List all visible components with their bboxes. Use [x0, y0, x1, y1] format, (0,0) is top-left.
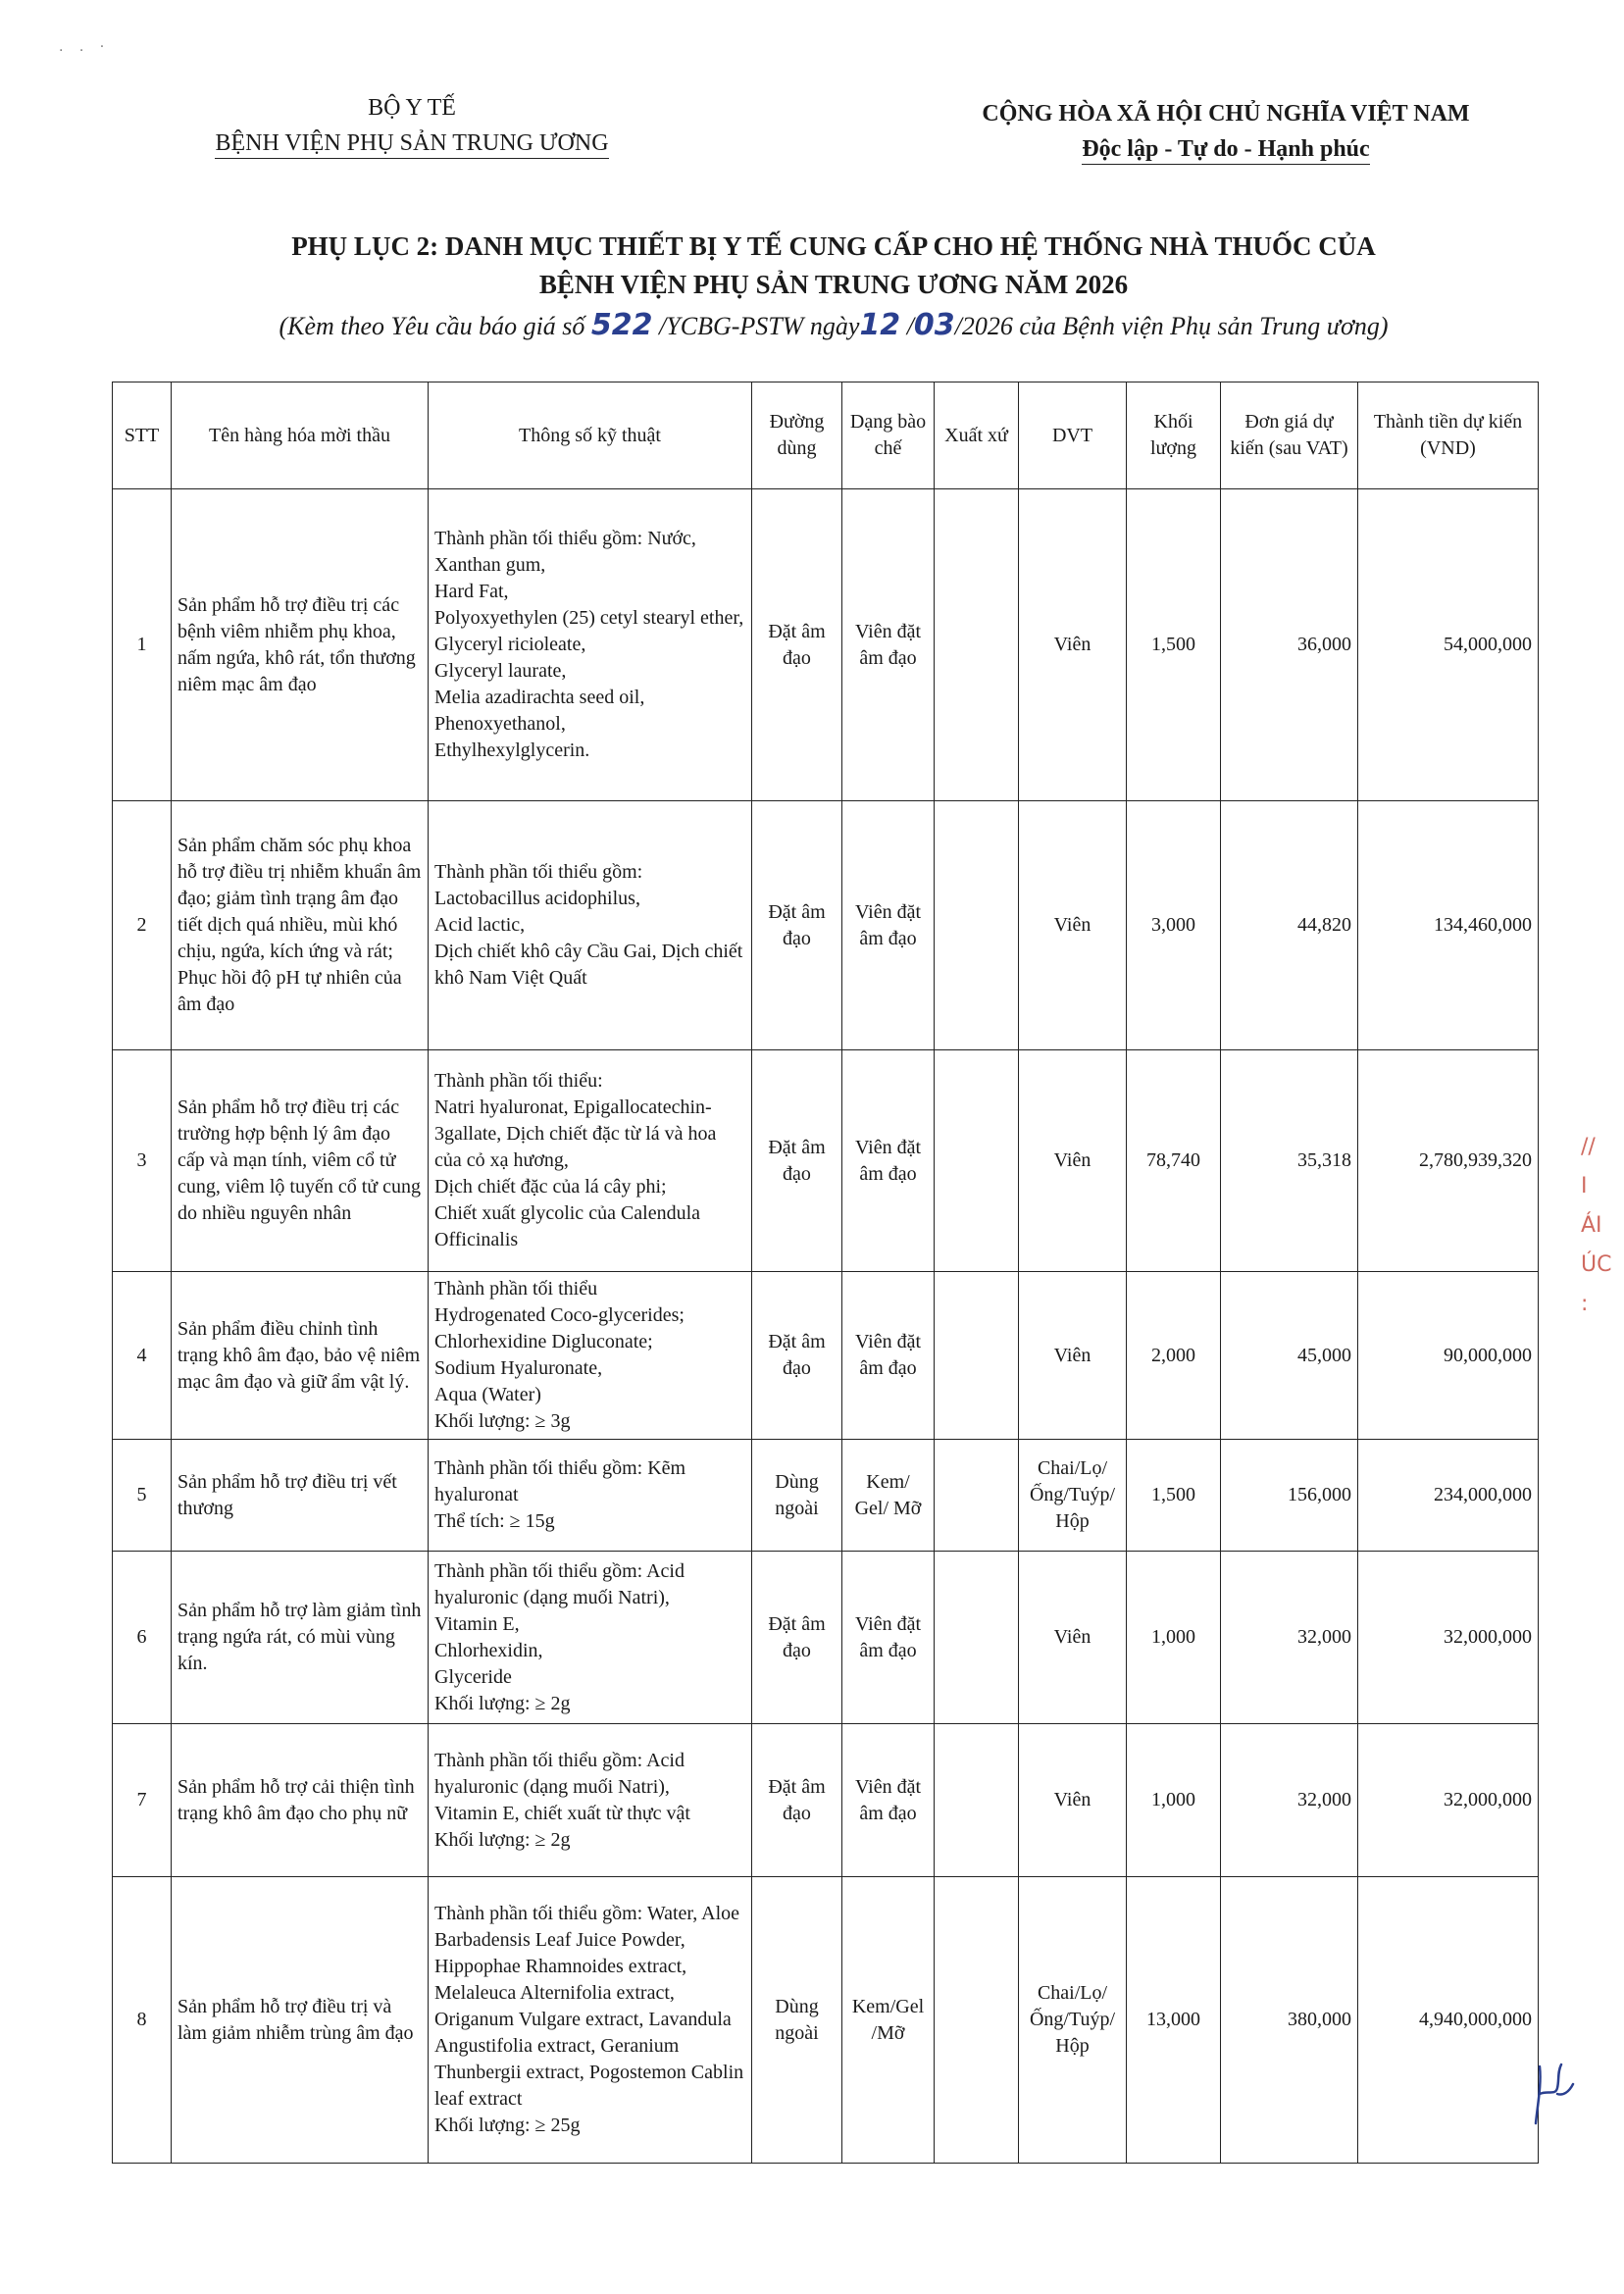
- col-origin: Xuất xứ: [935, 382, 1019, 489]
- row-qty: 78,740: [1127, 1050, 1221, 1272]
- row-price: 35,318: [1221, 1050, 1358, 1272]
- row-qty: 1,500: [1127, 489, 1221, 801]
- row-total: 90,000,000: [1358, 1272, 1539, 1440]
- col-price: Đơn giá dự kiến (sau VAT): [1221, 382, 1358, 489]
- table-body: [113, 489, 1539, 2164]
- spec-line: Khối lượng: ≥ 25g: [434, 2115, 581, 2136]
- row-route: Đặt âm đạo: [752, 801, 842, 1050]
- row-spec: [429, 489, 752, 801]
- table-row: [113, 489, 1539, 801]
- spec-line: Thành phần tối thiểu gồm: Acid hyaluronic (dạng muối Natri),: [434, 1749, 685, 1798]
- col-total: Thành tiền dự kiến (VND): [1358, 382, 1539, 489]
- row-stt: 5: [113, 1440, 172, 1552]
- spec-line: Glyceryl ricioleate,: [434, 634, 586, 655]
- spec-line: Khối lượng: ≥ 2g: [434, 1692, 571, 1714]
- row-total: 32,000,000: [1358, 1724, 1539, 1877]
- row-form: Viên đặt âm đạo: [842, 1050, 935, 1272]
- row-origin: [935, 1724, 1019, 1877]
- row-origin: [935, 489, 1019, 801]
- row-unit: Viên: [1019, 1272, 1127, 1440]
- spec-line: Lactobacillus acidophilus,: [434, 888, 640, 909]
- row-qty: 1,000: [1127, 1552, 1221, 1724]
- row-price: 45,000: [1221, 1272, 1358, 1440]
- subtitle-mid: /YCBG-PSTW ngày: [652, 312, 860, 340]
- row-total: 32,000,000: [1358, 1552, 1539, 1724]
- row-origin: [935, 801, 1019, 1050]
- spec-line: Chlorhexidine Digluconate;: [434, 1331, 653, 1352]
- country-name: CỘNG HÒA XÃ HỘI CHỦ NGHĨA VIỆT NAM: [982, 101, 1470, 127]
- header-left: [147, 90, 677, 161]
- row-product-name: Sản phẩm hỗ trợ làm giảm tình trạng ngứa rát, có mùi vùng kín.: [172, 1552, 429, 1724]
- row-form: Viên đặt âm đạo: [842, 1552, 935, 1724]
- spec-line: Thành phần tối thiểu gồm: Water, Aloe Barbadensis Leaf Juice Powder, Hippophae Rhamnoides extract, Melaleuca Alternifolia extract, Origanum Vulgare extract, Lavandula Angustifolia extract, Geranium Thunbergii extract, Pogostemon Cablin leaf extract: [434, 1903, 744, 2110]
- row-product-name: Sản phẩm hỗ trợ điều trị vết thương: [172, 1440, 429, 1552]
- spec-line: Polyoxyethylen (25) cetyl stearyl ether,: [434, 607, 744, 629]
- row-product-name: Sản phẩm điều chỉnh tình trạng khô âm đạo, bảo vệ niêm mạc âm đạo và giữ ẩm vật lý.: [172, 1272, 429, 1440]
- spec-line: Thành phần tối thiểu: [434, 1278, 598, 1300]
- spec-line: Natri hyaluronat, Epigallocatechin-3gallate, Dịch chiết đặc từ lá và hoa của cỏ xạ hương,: [434, 1096, 717, 1171]
- row-price: 44,820: [1221, 801, 1358, 1050]
- row-stt: 8: [113, 1877, 172, 2164]
- table-row: [113, 1272, 1539, 1440]
- row-stt: 7: [113, 1724, 172, 1877]
- ministry-name: BỘ Y TẾ: [368, 95, 456, 121]
- spec-line: Thành phần tối thiểu gồm:: [434, 861, 643, 883]
- row-product-name: Sản phẩm hỗ trợ cải thiện tình trạng khô âm đạo cho phụ nữ: [172, 1724, 429, 1877]
- subtitle-prefix: (Kèm theo Yêu cầu báo giá số: [279, 312, 591, 340]
- row-stt: 6: [113, 1552, 172, 1724]
- row-form: Viên đặt âm đạo: [842, 1724, 935, 1877]
- row-route: Dùng ngoài: [752, 1877, 842, 2164]
- spec-line: Sodium Hyaluronate,: [434, 1357, 603, 1379]
- row-origin: [935, 1272, 1019, 1440]
- row-product-name: Sản phẩm hỗ trợ điều trị và làm giảm nhiễm trùng âm đạo: [172, 1877, 429, 2164]
- row-price: 32,000: [1221, 1724, 1358, 1877]
- row-unit: Chai/Lọ/ Ống/Tuýp/ Hộp: [1019, 1877, 1127, 2164]
- row-route: Dùng ngoài: [752, 1440, 842, 1552]
- col-route: Đường dùng: [752, 382, 842, 489]
- col-qty: Khối lượng: [1127, 382, 1221, 489]
- col-unit: DVT: [1019, 382, 1127, 489]
- page-title: [118, 228, 1549, 304]
- row-unit: Viên: [1019, 1050, 1127, 1272]
- row-spec: [429, 1552, 752, 1724]
- row-spec: [429, 1724, 752, 1877]
- row-qty: 2,000: [1127, 1272, 1221, 1440]
- title-line-2: BỆNH VIỆN PHỤ SẢN TRUNG ƯƠNG NĂM 2026: [538, 270, 1129, 299]
- row-form: Viên đặt âm đạo: [842, 1272, 935, 1440]
- page-subtitle: [118, 306, 1549, 346]
- row-unit: Viên: [1019, 489, 1127, 801]
- hospital-name: BỆNH VIỆN PHỤ SẢN TRUNG ƯƠNG: [147, 126, 677, 161]
- spec-line: Hard Fat,: [434, 581, 509, 602]
- row-spec: [429, 1272, 752, 1440]
- row-route: Đặt âm đạo: [752, 1050, 842, 1272]
- spec-line: Thành phần tối thiểu gồm: Nước,: [434, 528, 696, 549]
- table-row: [113, 1877, 1539, 2164]
- spec-line: Hydrogenated Coco-glycerides;: [434, 1304, 685, 1326]
- spec-line: Aqua (Water): [434, 1384, 541, 1405]
- spec-line: Ethylhexylglycerin.: [434, 739, 590, 761]
- spec-line: Thành phần tối thiểu gồm: Kẽm hyaluronat: [434, 1457, 686, 1505]
- row-form: Viên đặt âm đạo: [842, 801, 935, 1050]
- row-total: 4,940,000,000: [1358, 1877, 1539, 2164]
- row-spec: [429, 801, 752, 1050]
- row-origin: [935, 1050, 1019, 1272]
- table-row: [113, 1050, 1539, 1272]
- table-row: [113, 801, 1539, 1050]
- row-origin: [935, 1552, 1019, 1724]
- row-price: 156,000: [1221, 1440, 1358, 1552]
- row-form: Kem/Gel /Mỡ: [842, 1877, 935, 2164]
- margin-stamp-fragment: // I ÁI ÚC :: [1581, 1135, 1612, 1316]
- row-unit: Viên: [1019, 1552, 1127, 1724]
- request-day: 12: [859, 308, 901, 342]
- row-price: 32,000: [1221, 1552, 1358, 1724]
- row-stt: 1: [113, 489, 172, 801]
- spec-line: Xanthan gum,: [434, 554, 546, 576]
- table-row: [113, 1440, 1539, 1552]
- equipment-table: [112, 382, 1539, 2164]
- spec-line: Chlorhexidin,: [434, 1639, 543, 1661]
- spec-line: Melia azadirachta seed oil,: [434, 687, 645, 708]
- spec-line: Acid lactic,: [434, 914, 526, 936]
- row-total: 54,000,000: [1358, 489, 1539, 801]
- request-month: 03: [913, 308, 955, 342]
- spec-line: Glyceride: [434, 1665, 512, 1688]
- row-route: Đặt âm đạo: [752, 1272, 842, 1440]
- table-row: [113, 1724, 1539, 1877]
- col-spec: Thông số kỹ thuật: [429, 382, 752, 489]
- request-number: 522: [590, 308, 653, 342]
- table-row: [113, 1552, 1539, 1724]
- spec-line: Dịch chiết khô cây Cầu Gai, Dịch chiết khô Nam Việt Quất: [434, 941, 743, 989]
- initial-signature: [1528, 2055, 1577, 2133]
- row-spec: [429, 1877, 752, 2164]
- spec-line: Vitamin E,: [434, 1612, 520, 1635]
- title-line-1: PHỤ LỤC 2: DANH MỤC THIẾT BỊ Y TẾ CUNG CẤP CHO HỆ THỐNG NHÀ THUỐC CỦA: [291, 231, 1376, 261]
- col-stt: STT: [113, 382, 172, 489]
- row-qty: 1,000: [1127, 1724, 1221, 1877]
- row-product-name: Sản phẩm hỗ trợ điều trị các trường hợp bệnh lý âm đạo cấp và mạn tính, viêm cổ tử cung, viêm lộ tuyến cổ tử cung do nhiều nguyên nhân: [172, 1050, 429, 1272]
- national-motto: Độc lập - Tự do - Hạnh phúc: [892, 131, 1559, 167]
- spec-line: Dịch chiết đặc của lá cây phi;: [434, 1176, 667, 1198]
- row-form: Kem/ Gel/ Mỡ: [842, 1440, 935, 1552]
- row-price: 380,000: [1221, 1877, 1358, 2164]
- scan-speckles: . . ·: [59, 39, 111, 55]
- row-stt: 3: [113, 1050, 172, 1272]
- spec-line: Khối lượng: ≥ 3g: [434, 1410, 571, 1432]
- row-spec: [429, 1440, 752, 1552]
- subtitle-suffix: /2026 của Bệnh viện Phụ sản Trung ương): [954, 312, 1389, 340]
- row-stt: 4: [113, 1272, 172, 1440]
- spec-line: Thành phần tối thiểu:: [434, 1070, 603, 1092]
- subtitle-sep: /: [900, 312, 914, 340]
- row-unit: Viên: [1019, 1724, 1127, 1877]
- row-total: 234,000,000: [1358, 1440, 1539, 1552]
- spec-line: Glyceryl laurate,: [434, 660, 567, 682]
- row-product-name: Sản phẩm hỗ trợ điều trị các bệnh viêm nhiễm phụ khoa, nấm ngứa, khô rát, tổn thương niêm mạc âm đạo: [172, 489, 429, 801]
- table-header-row: [113, 382, 1539, 489]
- row-product-name: Sản phẩm chăm sóc phụ khoa hỗ trợ điều trị nhiễm khuẩn âm đạo; giảm tình trạng âm đạo tiết dịch quá nhiều, mùi khó chịu, ngứa, kích ứng và rát; Phục hồi độ pH tự nhiên của âm đạo: [172, 801, 429, 1050]
- row-total: 134,460,000: [1358, 801, 1539, 1050]
- row-qty: 3,000: [1127, 801, 1221, 1050]
- row-qty: 1,500: [1127, 1440, 1221, 1552]
- row-route: Đặt âm đạo: [752, 1724, 842, 1877]
- header-right: [892, 96, 1559, 167]
- col-form: Dạng bào chế: [842, 382, 935, 489]
- row-route: Đặt âm đạo: [752, 1552, 842, 1724]
- row-unit: Viên: [1019, 801, 1127, 1050]
- row-form: Viên đặt âm đạo: [842, 489, 935, 801]
- row-total: 2,780,939,320: [1358, 1050, 1539, 1272]
- row-origin: [935, 1440, 1019, 1552]
- row-origin: [935, 1877, 1019, 2164]
- spec-line: Chiết xuất glycolic của Calendula Officinalis: [434, 1202, 701, 1250]
- col-name: Tên hàng hóa mời thầu: [172, 382, 429, 489]
- row-price: 36,000: [1221, 489, 1358, 801]
- spec-line: Vitamin E, chiết xuất từ thực vật: [434, 1802, 690, 1824]
- row-unit: Chai/Lọ/ Ống/Tuýp/ Hộp: [1019, 1440, 1127, 1552]
- row-qty: 13,000: [1127, 1877, 1221, 2164]
- spec-line: Thể tích: ≥ 15g: [434, 1510, 555, 1532]
- spec-line: Khối lượng: ≥ 2g: [434, 1828, 571, 1851]
- spec-line: Thành phần tối thiểu gồm: Acid hyaluronic (dạng muối Natri),: [434, 1559, 685, 1608]
- row-spec: [429, 1050, 752, 1272]
- row-stt: 2: [113, 801, 172, 1050]
- row-route: Đặt âm đạo: [752, 489, 842, 801]
- spec-line: Phenoxyethanol,: [434, 713, 566, 735]
